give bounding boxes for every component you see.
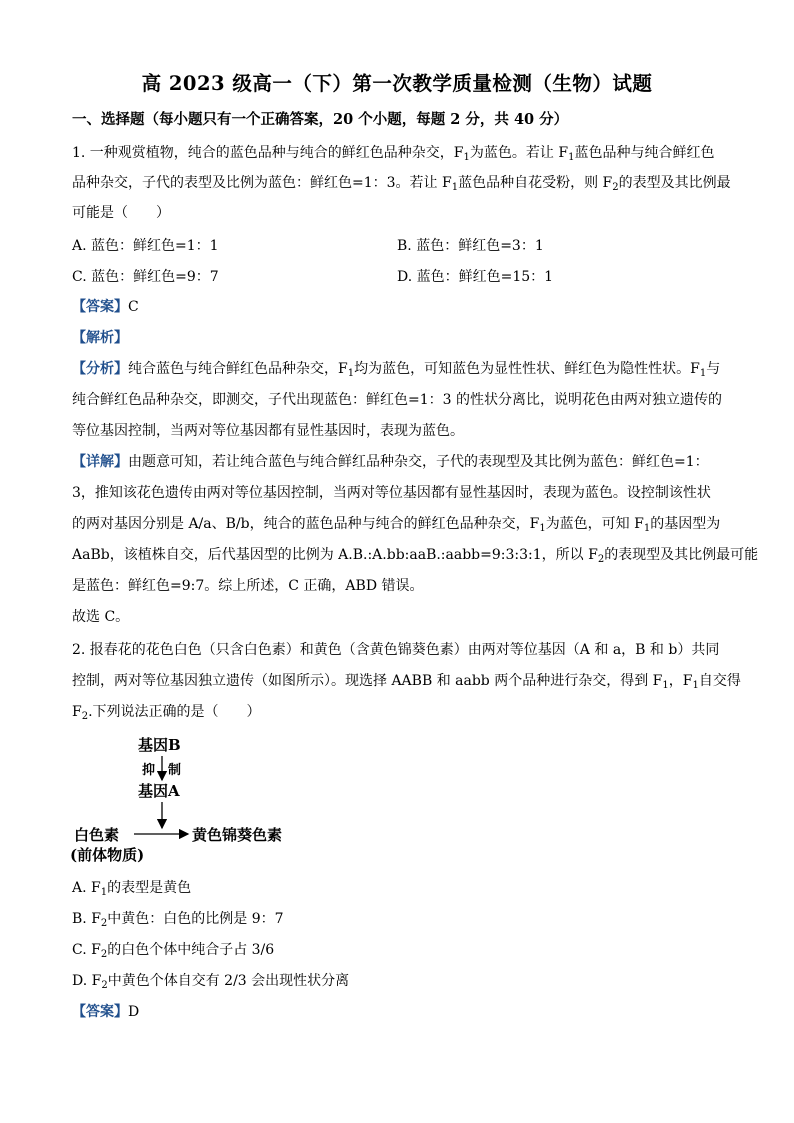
- q1-fenxi-line-3: 等位基因控制，当两对等位基因都有显性基因时，表现为蓝色。: [72, 423, 464, 439]
- q1-option-b: B. 蓝色：鲜红色=3：1: [397, 238, 544, 254]
- q1-xiangjie-line-5: 是蓝色：鲜红色=9:7。综上所述，C 正确，ABD 错误。: [72, 578, 424, 594]
- q2-option-b: B. $F_2$中黄色：白色的比例是 9：7: [72, 911, 284, 929]
- q2-stem-line-1: 2. 报春花的花色白色（只含白色素）和黄色（含黄色锦葵色素）由两对等位基因（A 和 a，B 和 b）共同: [72, 642, 720, 658]
- q2-option-a: A. $F_1$的表型是黄色: [72, 880, 192, 898]
- q1-option-a: A. 蓝色：鲜红色=1：1: [72, 238, 219, 254]
- q1-xiangjie-line-3: 的两对基因分别是 A/a、B/b，纯合的蓝色品种与纯合的鲜红色品种杂交，$F_1$为蓝色，可知 $F_1$的基因型为: [72, 516, 721, 534]
- section-heading: 一、选择题（每小题只有一个正确答案，20 个小题，每题 2 分，共 40 分）: [72, 111, 569, 128]
- q2-stem-line-3: $F_2$.下列说法正确的是（ ）: [72, 704, 261, 722]
- q1-answer: 【答案】C: [72, 299, 139, 315]
- page-title: 高 2023 级高一（下）第一次教学质量检测（生物）试题: [141, 72, 653, 95]
- q1-xiangjie-line-4: AaBb，该植株自交，后代基因型的比例为 A.B.:A.bb:aaB.:aabb=9:3:3:1，所以 $F_2$的表现型及其比例最可能: [72, 547, 759, 565]
- gene-a-label: 基因A: [138, 782, 180, 800]
- white-pigment-label: 白色素: [74, 826, 120, 844]
- q1-xiangjie-line-1: 【详解】由题意可知，若让纯合蓝色与纯合鲜红品种杂交，子代的表现型及其比例为蓝色：鲜红色=1：: [72, 454, 709, 470]
- q1-option-c: C. 蓝色：鲜红色=9：7: [72, 269, 219, 285]
- q1-option-d: D. 蓝色：鲜红色=15：1: [397, 269, 554, 285]
- q2-option-c: C. $F_2$的白色个体中纯合子占 3/6: [72, 942, 275, 960]
- inhibit-label-2: 制: [168, 763, 182, 778]
- q1-stem-line-3: 可能是（ ）: [72, 205, 170, 221]
- gene-pathway-diagram: [60, 728, 340, 868]
- q1-stem-line-2: 品种杂交，子代的表型及比例为蓝色：鲜红色=1：3。若让 $F_1$蓝色品种自花受粉，则 $F_2$的表型及其比例最: [72, 175, 731, 193]
- q1-stem-line-1: 1. 一种观赏植物，纯合的蓝色品种与纯合的鲜红色品种杂交，$F_1$为蓝色。若让 $F_1$蓝色品种与纯合鲜红色: [72, 145, 715, 163]
- q2-option-d: D. $F_2$中黄色个体自交有 2/3 会出现性状分离: [72, 973, 350, 991]
- q1-analysis-heading: 【解析】: [72, 330, 128, 346]
- q1-fenxi-line-2: 纯合鲜红色品种杂交，即测交，子代出现蓝色：鲜红色=1：3 的性状分离比，说明花色由两对独立遗传的: [72, 392, 722, 408]
- inhibit-label-1: 抑: [142, 763, 156, 778]
- q1-fenxi-line-1: 【分析】纯合蓝色与纯合鲜红色品种杂交，$F_1$均为蓝色，可知蓝色为显性性状、鲜红色为隐性性状。$F_1$与: [72, 361, 721, 379]
- yellow-pigment-label: 黄色锦葵色素: [192, 826, 283, 844]
- q2-stem-line-2: 控制，两对等位基因独立遗传（如图所示）。现选择 AABB 和 aabb 两个品种进行杂交，得到 $F_1$，$F_1$自交得: [72, 673, 741, 691]
- precursor-label: (前体物质): [70, 846, 145, 864]
- q1-xiangjie-line-2: 3，推知该花色遗传由两对等位基因控制，当两对等位基因都有显性基因时，表现为蓝色。设控制该性状: [72, 485, 711, 501]
- gene-b-label: 基因B: [138, 736, 181, 754]
- q2-answer: 【答案】D: [72, 1004, 140, 1020]
- q1-conclusion: 故选 C。: [72, 609, 130, 625]
